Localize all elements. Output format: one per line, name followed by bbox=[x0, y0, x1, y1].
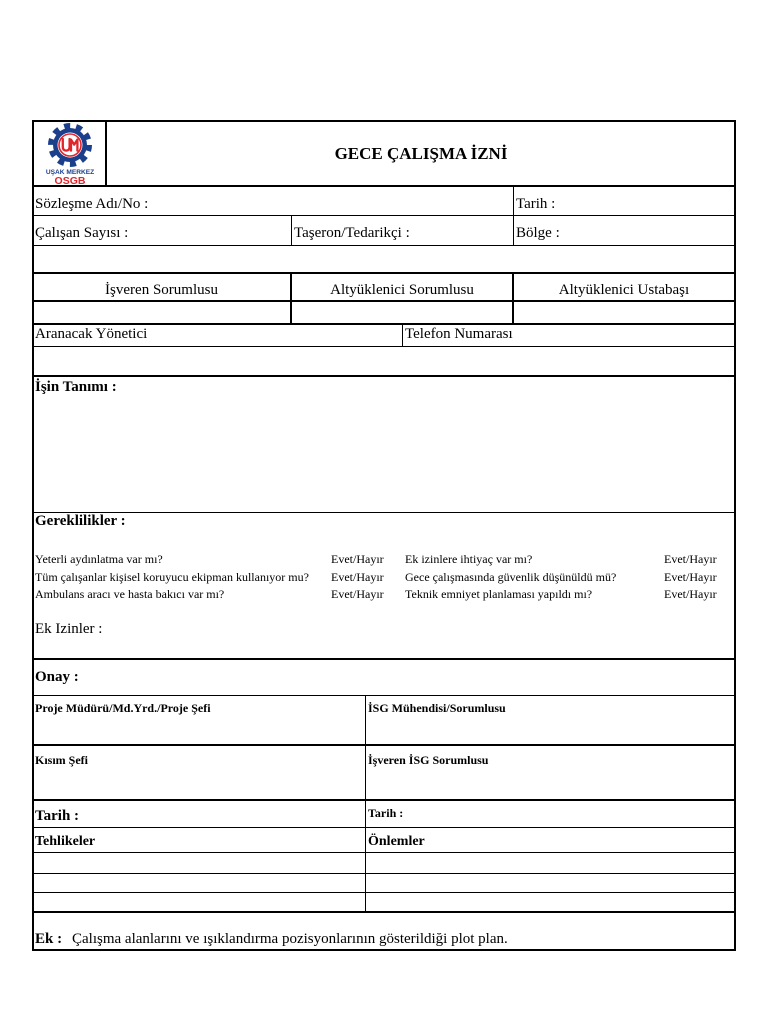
requirement-answer: Evet/Hayır bbox=[331, 552, 384, 566]
hazards-measures-rows bbox=[34, 853, 734, 911]
requirement-question: Yeterli aydınlatma var mı? bbox=[35, 552, 163, 566]
divider-line bbox=[32, 799, 736, 801]
approval-date-right-label: Tarih : bbox=[368, 806, 404, 820]
divider-line bbox=[32, 185, 736, 187]
logo-text-city: UŞAK MERKEZ bbox=[45, 169, 95, 176]
phone-number-label: Telefon Numarası bbox=[405, 326, 513, 342]
divider-line bbox=[32, 512, 736, 513]
contact-manager-label: Aranacak Yönetici bbox=[35, 326, 148, 342]
requirement-question: Tüm çalışanlar kişisel koruyucu ekipman kullanıyor mu? bbox=[35, 570, 309, 584]
gear-um-logo-icon bbox=[51, 126, 89, 164]
region-label: Bölge : bbox=[516, 225, 560, 241]
requirement-question: Ek izinlere ihtiyaç var mı? bbox=[405, 552, 533, 566]
job-description-area bbox=[34, 377, 734, 512]
job-description-label: İşin Tanımı : bbox=[35, 379, 117, 395]
requirements-heading: Gereklilikler : bbox=[35, 513, 126, 529]
divider-line bbox=[32, 215, 736, 216]
requirement-question: Teknik emniyet planlaması yapıldı mı? bbox=[405, 587, 593, 601]
worker-count-label: Çalışan Sayısı : bbox=[35, 225, 129, 241]
requirement-answer: Evet/Hayır bbox=[331, 570, 384, 584]
requirement-question: Gece çalışmasında güvenlik düşünüldü mü? bbox=[405, 570, 617, 584]
ohs-engineer-label: İSG Mühendisi/Sorumlusu bbox=[368, 701, 506, 715]
employer-responsible-label: İşveren Sorumlusu bbox=[105, 282, 218, 298]
divider-line bbox=[32, 695, 736, 696]
approval-date-left-label: Tarih : bbox=[35, 808, 80, 824]
divider-line bbox=[32, 744, 736, 746]
section-chief-label: Kısım Şefi bbox=[35, 753, 88, 767]
column-divider bbox=[291, 216, 292, 245]
requirement-question: Ambulans aracı ve hasta bakıcı var mı? bbox=[35, 587, 225, 601]
project-manager-label: Proje Müdürü/Md.Yrd./Proje Şefi bbox=[35, 701, 211, 715]
divider-line bbox=[32, 911, 736, 913]
approval-heading: Onay : bbox=[35, 669, 79, 685]
attachment-label: Ek : bbox=[35, 931, 63, 947]
extra-permits-label: Ek Izinler : bbox=[35, 621, 103, 637]
requirement-answer: Evet/Hayır bbox=[664, 570, 717, 584]
form-title: GECE ÇALIŞMA İZNİ bbox=[334, 144, 508, 163]
blank-row bbox=[34, 347, 734, 375]
column-divider bbox=[402, 324, 403, 346]
employer-ohs-label: İşveren İSG Sorumlusu bbox=[368, 753, 489, 767]
subcontractor-responsible-label: Altyüklenici Sorumlusu bbox=[330, 282, 474, 298]
subcontractor-foreman-label: Altyüklenici Ustabaşı bbox=[558, 282, 690, 298]
contract-label: Sözleşme Adı/No : bbox=[35, 196, 149, 212]
divider-line bbox=[32, 827, 736, 828]
subcontractor-label: Taşeron/Tedarikçi : bbox=[294, 225, 410, 241]
attachment-text: Çalışma alanlarını ve ışıklandırma pozisyonlarının gösterildiği plot plan. bbox=[72, 931, 508, 947]
date-label: Tarih : bbox=[516, 196, 556, 212]
measures-label: Önlemler bbox=[368, 834, 425, 849]
responsible-names-row bbox=[34, 302, 734, 323]
logo-text-osgb: OSGB bbox=[54, 175, 86, 186]
hazards-label: Tehlikeler bbox=[35, 834, 96, 849]
blank-row bbox=[34, 246, 734, 272]
column-divider bbox=[513, 186, 514, 245]
requirement-answer: Evet/Hayır bbox=[664, 587, 717, 601]
requirement-answer: Evet/Hayır bbox=[331, 587, 384, 601]
divider-line bbox=[32, 658, 736, 660]
divider-line bbox=[32, 272, 736, 274]
company-logo bbox=[32, 121, 106, 186]
requirement-answer: Evet/Hayır bbox=[664, 552, 717, 566]
